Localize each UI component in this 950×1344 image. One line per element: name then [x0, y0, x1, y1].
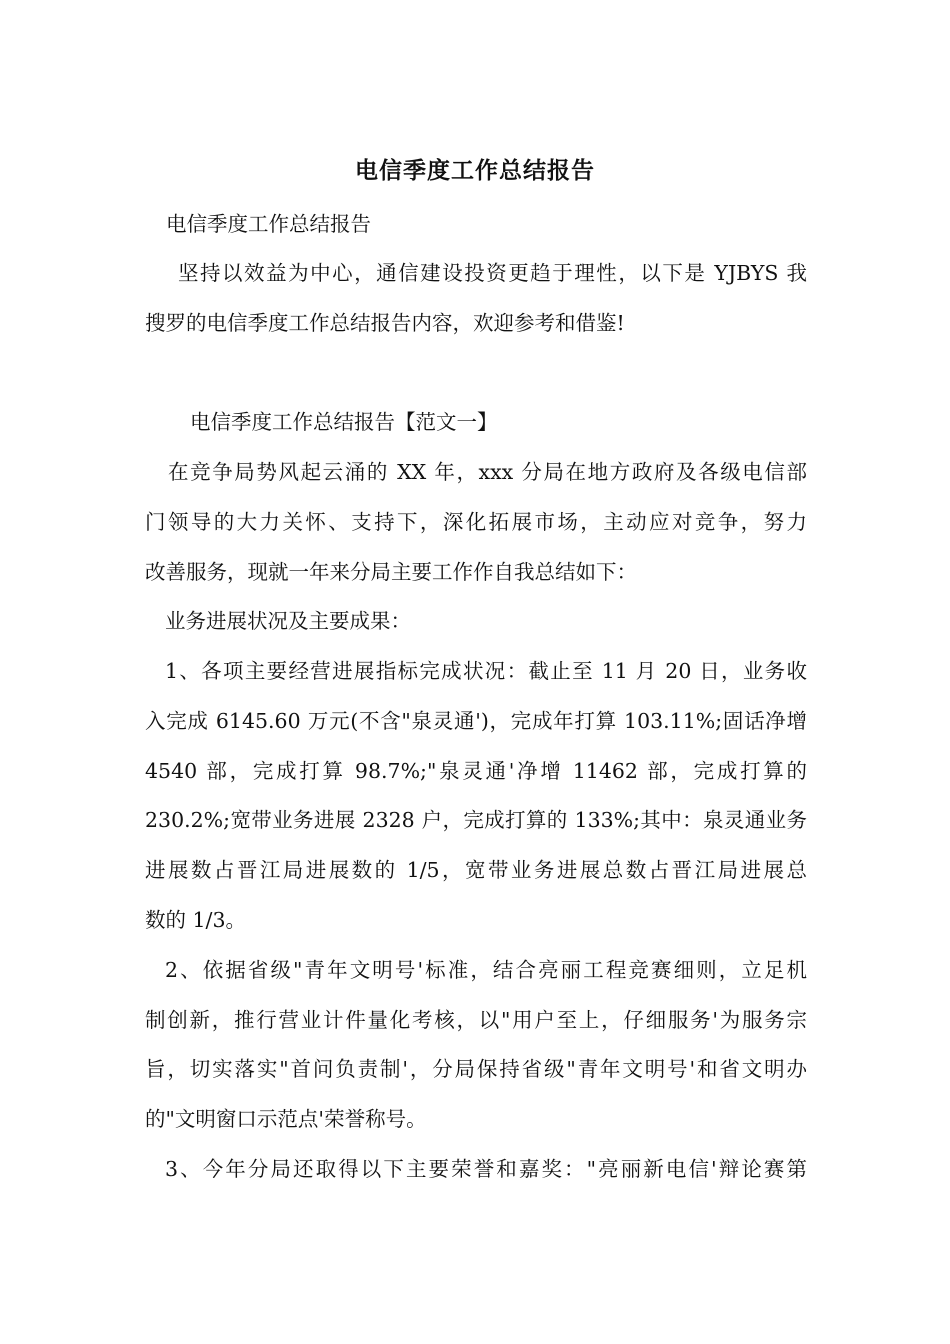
body-line: 旨，切实落实"首问负责制'，分局保持省级"青年文明号'和省文明办	[145, 1057, 807, 1081]
body-line: 门领导的大力关怀、支持下，深化拓展市场，主动应对竞争，努力	[145, 510, 807, 534]
body-line: 业务进展状况及主要成果：	[165, 609, 411, 633]
intro-line: 搜罗的电信季度工作总结报告内容，欢迎参考和借鉴!	[145, 311, 625, 335]
body-line: 制创新，推行营业计件量化考核，以"用户至上，仔细服务'为服务宗	[145, 1008, 807, 1032]
body-line: 入完成 6145.60 万元(不含"泉灵通')，完成年打算 103.11%;固话净增	[145, 709, 807, 733]
body-line: 数的 1/3。	[145, 908, 247, 932]
body-line: 3、今年分局还取得以下主要荣誉和嘉奖："亮丽新电信'辩论赛第	[165, 1157, 807, 1181]
body-line: 改善服务，现就一年来分局主要工作作自我总结如下：	[145, 560, 637, 584]
body-line: 4540 部，完成打算 98.7%;"泉灵通'净增 11462 部，完成打算的	[145, 759, 807, 783]
document-title: 电信季度工作总结报告	[355, 157, 595, 184]
subtitle-line: 电信季度工作总结报告	[166, 212, 371, 236]
body-line: 进展数占晋江局进展数的 1/5，宽带业务进展总数占晋江局进展总	[145, 858, 807, 882]
body-line: 的"文明窗口示范点'荣誉称号。	[145, 1107, 427, 1131]
body-line: 在竞争局势风起云涌的 XX 年，xxx 分局在地方政府及各级电信部	[168, 460, 807, 484]
body-line: 2、依据省级"青年文明号'标准，结合亮丽工程竞赛细则，立足机	[165, 958, 807, 982]
body-line: 230.2%;宽带业务进展 2328 户，完成打算的 133%;其中：泉灵通业务	[145, 808, 807, 832]
section-heading: 电信季度工作总结报告【范文一】	[190, 410, 498, 434]
intro-line: 坚持以效益为中心，通信建设投资更趋于理性，以下是 YJBYS 我	[178, 261, 807, 285]
body-line: 1、各项主要经营进展指标完成状况：截止至 11 月 20 日，业务收	[165, 659, 807, 683]
